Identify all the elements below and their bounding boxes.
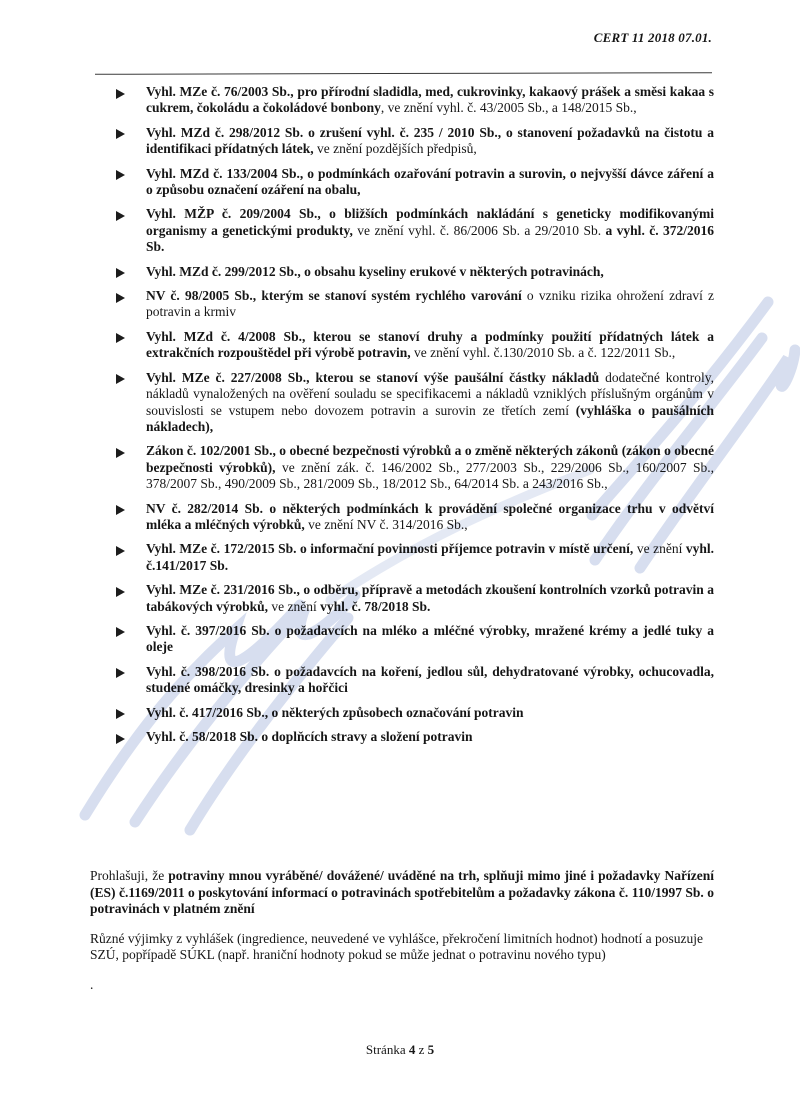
bold-text-run: Vyhl. MZd č. 4/2008 Sb., kterou se stanoví druhy a podmínky použití přídatných látek a extrakčních rozpouštědel při výrobě potravin,	[146, 328, 714, 361]
list-item-text	[146, 125, 714, 158]
arrowhead-bullet-icon	[116, 709, 135, 719]
list-item	[116, 166, 714, 199]
closing-paragraphs	[90, 868, 714, 1007]
bold-text-run: 5	[427, 1042, 435, 1057]
list-item-text	[146, 541, 714, 574]
text-run: ve znění vyhl. č.130/2010 Sb. a č. 122/2011 Sb.,	[410, 345, 676, 361]
bold-text-run: 4	[408, 1042, 416, 1057]
list-item	[116, 623, 714, 656]
bold-text-run: Vyhl. MZe č. 76/2003 Sb., pro přírodní sladidla, med, cukrovinky, kakaový prášek a směsi kakaa s cukrem, čokoládu a čokoládové bonbony	[146, 84, 714, 116]
list-item-text	[146, 705, 714, 721]
arrowhead-bullet-icon	[116, 129, 135, 139]
bold-text-run: (vyhláška o paušálních nákladech),	[146, 402, 715, 434]
text-run: ve znění vyhl. č. 86/2006 Sb. a 29/2010 Sb.	[352, 222, 606, 238]
arrowhead-bullet-icon	[116, 170, 135, 180]
list-item-text	[146, 166, 714, 199]
list-item	[116, 729, 714, 745]
list-item	[116, 501, 714, 534]
list-item-text	[146, 729, 714, 745]
list-item-text	[146, 443, 714, 492]
text-run: z	[415, 1042, 428, 1057]
arrowhead-bullet-icon	[116, 293, 135, 303]
list-item	[116, 329, 714, 362]
list-item	[116, 582, 714, 615]
list-item	[116, 84, 714, 117]
page-footer-text	[0, 1042, 800, 1058]
arrowhead-bullet-icon	[116, 505, 135, 515]
text-run: ve znění	[633, 541, 686, 557]
header-divider	[95, 72, 712, 75]
text-run: Různé výjimky z vyhlášek (ingredience, neuvedené ve vyhlášce, překročení limitních hodnot) hodnotí a posuzuje SZÚ, popřípadě SÚKL (např. hraniční hodnoty pokud se může jednat o potravinu nového typu)	[90, 930, 703, 963]
list-item	[116, 206, 714, 255]
arrowhead-bullet-icon	[116, 89, 135, 99]
paragraph	[90, 868, 714, 918]
bold-text-run: vyhl. č. 78/2018 Sb.	[320, 598, 431, 614]
list-item-text	[146, 501, 714, 534]
arrowhead-bullet-icon	[116, 268, 135, 278]
list-item	[116, 125, 714, 158]
bold-text-run: Zákon č. 102/2001 Sb., o obecné bezpečnosti výrobků a o změně některých zákonů (zákon o obecné bezpečnosti výrobků),	[146, 443, 714, 475]
text-run: , ve znění vyhl. č. 43/2005 Sb., a 148/2015 Sb.,	[380, 100, 637, 116]
bold-text-run: Vyhl. č. 398/2016 Sb. o požadavcích na koření, jedlou sůl, dehydratované výrobky, ochucovadla, studené omáčky, dresinky a hořčici	[146, 663, 714, 696]
document-reference: CERT 11 2018 07.01.	[593, 30, 712, 45]
arrowhead-bullet-icon	[116, 546, 135, 556]
bold-text-run: Vyhl. MZd č. 299/2012 Sb., o obsahu kyseliny erukové v některých potravinách,	[146, 263, 604, 279]
list-item-text	[146, 264, 714, 280]
bold-text-run: NV č. 282/2014 Sb. o některých podmínkách k provádění společné organizace trhu v odvětví mléka a mléčných výrobků,	[146, 500, 714, 532]
arrowhead-bullet-icon	[116, 587, 135, 597]
text-run: Stránka	[365, 1042, 409, 1057]
paragraph	[90, 931, 714, 964]
bold-text-run: Vyhl. č. 417/2016 Sb., o některých způsobech označování potravin	[146, 704, 524, 720]
bold-text-run: NV č. 98/2005 Sb., kterým se stanoví systém rychlého varování	[146, 288, 522, 304]
arrowhead-bullet-icon	[116, 211, 135, 221]
text-run: ve znění	[268, 598, 321, 614]
bold-text-run: Vyhl. č. 397/2016 Sb. o požadavcích na mléko a mléčné výrobky, mražené krémy a jedlé tuky a oleje	[146, 622, 714, 655]
text-run: o vzniku rizika ohrožení zdraví z potravin a krmiv	[146, 288, 714, 320]
regulation-list	[116, 84, 714, 753]
list-item-text	[146, 329, 714, 362]
text-run: Prohlašuji, že	[90, 868, 169, 883]
text-run: .	[90, 976, 94, 992]
bold-text-run: Vyhl. MZe č. 172/2015 Sb. o informační povinnosti příjemce potravin v místě určení,	[146, 541, 634, 557]
list-item	[116, 705, 714, 721]
list-item	[116, 443, 714, 492]
arrowhead-bullet-icon	[116, 333, 135, 343]
arrowhead-bullet-icon	[116, 668, 135, 678]
bold-text-run: Vyhl. MZd č. 298/2012 Sb. o zrušení vyhl. č. 235 / 2010 Sb., o stanovení požadavků na čistotu a identifikaci přídatných látek,	[146, 124, 714, 157]
arrowhead-bullet-icon	[116, 448, 135, 458]
arrowhead-bullet-icon	[116, 627, 135, 637]
list-item-text	[146, 623, 714, 656]
bold-text-run: Vyhl. MZd č. 133/2004 Sb., o podmínkách ozařování potravin a surovin, o nejvyšší dávce záření a o způsobu označení ozáření na obalu,	[146, 165, 714, 198]
list-item-text	[146, 288, 714, 321]
text-run: dodatečné kontroly, nákladů vynaložených na ověření souladu se specifikacemi a nákladů vzniklých příslušným orgánům v souvislosti se vstupem nebo dovozem potravin a surovin ze třetích zemí	[146, 369, 714, 418]
arrowhead-bullet-icon	[116, 374, 135, 384]
list-item	[116, 288, 714, 321]
bold-text-run: Vyhl. č. 58/2018 Sb. o doplňcích stravy a složení potravin	[146, 729, 473, 744]
list-item-text	[146, 84, 714, 117]
bold-text-run: Vyhl. MZe č. 231/2016 Sb., o odběru, přípravě a metodách zkoušení kontrolních vzorků potravin a tabákových výrobků,	[146, 582, 714, 614]
bold-text-run: a vyhl. č. 372/2016 Sb.	[146, 222, 715, 255]
list-item	[116, 664, 714, 697]
list-item-text	[146, 206, 714, 255]
list-item-text	[146, 582, 714, 615]
bold-text-run: vyhl. č.141/2017 Sb.	[146, 541, 714, 573]
list-item	[116, 264, 714, 280]
bold-text-run: potraviny mnou vyráběné/ dovážené/ uváděné na trh, splňuji mimo jiné i požadavky Nařízení (ES) č.1169/2011 o poskytování informací o potravinách spotřebitelům a požadavky zákona č. 110/1997 Sb. o potravinách v platném znění	[90, 868, 714, 917]
bold-text-run: Vyhl. MZe č. 227/2008 Sb., kterou se stanoví výše paušální částky nákladů	[146, 369, 600, 385]
list-item-text	[146, 370, 714, 436]
paragraph	[90, 977, 714, 994]
text-run: ve znění zák. č. 146/2002 Sb., 277/2003 Sb., 229/2006 Sb., 160/2007 Sb., 378/2007 Sb., 490/2009 Sb., 281/2009 Sb., 18/2012 Sb., 64/2014 Sb. a 243/2016 Sb.,	[146, 459, 714, 492]
list-item	[116, 370, 714, 436]
text-run: ve znění NV č. 314/2016 Sb.,	[304, 516, 468, 532]
arrowhead-bullet-icon	[116, 734, 135, 744]
list-item	[116, 541, 714, 574]
text-run: ve znění pozdějších předpisů,	[313, 141, 477, 157]
list-item-text	[146, 664, 714, 697]
bold-text-run: Vyhl. MŽP č. 209/2004 Sb., o bližších podmínkách nakládání s geneticky modifikovanými organismy a genetickými produkty,	[146, 206, 714, 238]
